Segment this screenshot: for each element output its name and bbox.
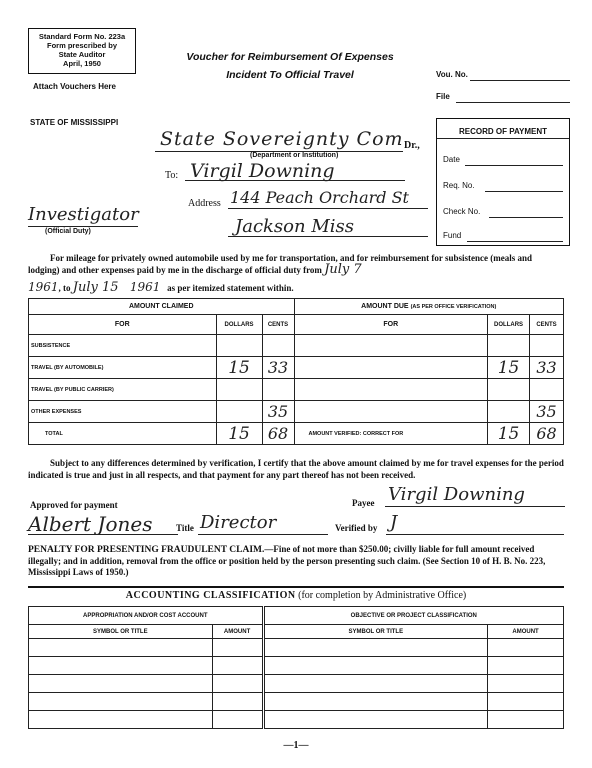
approver-line xyxy=(28,534,178,535)
period-line: 1961, to July 15 1961 as per itemized statement within. xyxy=(28,280,294,295)
req-no-field[interactable] xyxy=(485,191,563,192)
amount-table xyxy=(28,298,564,445)
official-duty-caption: (Official Duty) xyxy=(45,228,91,235)
record-of-payment-title: RECORD OF PAYMENT xyxy=(458,127,547,136)
row-label: TRAVEL (BY PUBLIC CARRIER) xyxy=(29,379,217,401)
due-dollars[interactable] xyxy=(488,379,530,401)
due-cents[interactable]: 35 xyxy=(530,401,564,423)
payee-label: Payee xyxy=(352,498,375,508)
objective-header: OBJECTIVE OR PROJECT CLASSIFICATION xyxy=(264,607,563,625)
verified-line xyxy=(386,534,564,535)
due-cents[interactable] xyxy=(530,379,564,401)
vou-no-label: Vou. No. xyxy=(436,70,468,79)
verified-signature: J xyxy=(390,512,398,533)
symbol-header-left: SYMBOL OR TITLE xyxy=(29,625,213,639)
table-row xyxy=(29,379,564,401)
penalty-clause xyxy=(28,544,564,578)
mileage-statement-text: For mileage for privately owned automobile used by me for transportation, and for reimbursement for subsistence (meals and lodging) and other expenses paid by me in the discharge of official duty from xyxy=(28,253,532,275)
title-line-2: Incident To Official Travel xyxy=(226,69,354,81)
file-label: File xyxy=(436,92,450,101)
fund-field[interactable] xyxy=(467,241,563,242)
row-label: TRAVEL (BY AUTOMOBILE) xyxy=(29,357,217,379)
record-of-payment-box xyxy=(436,118,570,246)
amount-header-right: AMOUNT xyxy=(488,625,564,639)
address-line-1-rule xyxy=(228,208,428,209)
appropriation-header: APPROPRIATION AND/OR COST ACCOUNT xyxy=(29,607,263,625)
title-line xyxy=(198,534,328,535)
official-duty-value: Investigator xyxy=(28,204,139,225)
address-line-2-rule xyxy=(228,236,428,237)
claimed-dollars[interactable]: 15 xyxy=(216,423,262,445)
claimed-cents[interactable] xyxy=(262,335,294,357)
year-from: 1961 xyxy=(28,280,59,294)
amount-claimed-header: AMOUNT CLAIMED xyxy=(29,299,295,315)
row-label: SUBSISTENCE xyxy=(29,335,217,357)
mileage-statement xyxy=(28,252,564,276)
attach-vouchers-note: Attach Vouchers Here xyxy=(33,82,116,91)
penalty-lead: PENALTY FOR PRESENTING FRAUDULENT CLAIM. xyxy=(28,545,265,555)
to-line xyxy=(185,180,405,181)
row-label: OTHER EXPENSES xyxy=(29,401,217,423)
for-header: FOR xyxy=(29,315,217,335)
department-value: State Sovereignty Com xyxy=(160,128,404,150)
title-label: Title xyxy=(176,523,194,533)
year-to: 1961 xyxy=(129,280,161,294)
fund-label: Fund xyxy=(443,231,462,240)
amount-header-left: AMOUNT xyxy=(212,625,262,639)
title-line-1: Voucher for Reimbursement Of Expenses xyxy=(186,51,394,63)
claimed-cents[interactable]: 33 xyxy=(262,357,294,379)
check-no-field[interactable] xyxy=(489,217,563,218)
accounting-table xyxy=(28,606,564,729)
claimed-dollars[interactable] xyxy=(216,335,262,357)
table-row xyxy=(29,357,564,379)
symbol-header-right: SYMBOL OR TITLE xyxy=(264,625,488,639)
accounting-row[interactable] xyxy=(29,675,564,693)
title-value: Director xyxy=(200,512,277,533)
due-label xyxy=(294,335,488,357)
row-label: TOTAL xyxy=(29,423,217,445)
amount-due-note: (AS PER OFFICE VERIFICATION) xyxy=(410,304,497,310)
due-label xyxy=(294,401,488,423)
to-date: July 15 xyxy=(72,280,119,295)
form-auditor: State Auditor xyxy=(58,50,106,59)
table-row xyxy=(29,335,564,357)
form-prescribed: Form prescribed by xyxy=(46,41,118,50)
certification-text: Subject to any differences determined by verification, I certify that the above amount claimed by me for travel expenses for the period indicated is true and just in all respects, and that payment for any part thereof has not been received. xyxy=(28,458,564,480)
check-no-label: Check No. xyxy=(443,207,481,216)
accounting-row[interactable] xyxy=(29,693,564,711)
accounting-row[interactable] xyxy=(29,657,564,675)
due-cents[interactable]: 68 xyxy=(530,423,564,445)
claimed-cents[interactable]: 68 xyxy=(262,423,294,445)
address-line-1: 144 Peach Orchard St xyxy=(230,188,409,207)
from-date: July 7 xyxy=(324,262,362,277)
due-dollars[interactable]: 15 xyxy=(488,423,530,445)
official-duty-line xyxy=(28,226,138,227)
payee-line xyxy=(385,506,565,507)
department-caption: (Department or Institution) xyxy=(250,152,339,159)
accounting-section xyxy=(28,586,564,588)
accounting-row[interactable] xyxy=(29,639,564,657)
due-cents-header: CENTS xyxy=(530,315,564,335)
accounting-row[interactable] xyxy=(29,711,564,729)
address-line-2: Jackson Miss xyxy=(235,216,354,237)
due-dollars[interactable] xyxy=(488,335,530,357)
due-dollars[interactable]: 15 xyxy=(488,357,530,379)
approved-label: Approved for payment xyxy=(30,500,118,510)
to-word: to xyxy=(63,283,71,293)
claimed-cents[interactable] xyxy=(262,379,294,401)
amount-due-header xyxy=(294,299,564,315)
due-label xyxy=(294,357,488,379)
file-field[interactable] xyxy=(456,102,570,103)
claimed-dollars[interactable] xyxy=(216,401,262,423)
vou-no-field[interactable] xyxy=(470,80,570,81)
due-label xyxy=(294,379,488,401)
verified-label: Verified by xyxy=(335,523,378,533)
form-number-box xyxy=(28,28,136,74)
due-dollars[interactable] xyxy=(488,401,530,423)
due-cents[interactable] xyxy=(530,335,564,357)
approver-signature: Albert Jones xyxy=(28,512,153,536)
amount-due-label: AMOUNT DUE xyxy=(361,303,409,310)
claimed-dollars[interactable] xyxy=(216,379,262,401)
claimed-dollars[interactable]: 15 xyxy=(216,357,262,379)
due-dollars-header: DOLLARS xyxy=(488,315,530,335)
to-value: Virgil Downing xyxy=(190,160,335,182)
address-label: Address xyxy=(188,198,221,209)
claimed-cents[interactable]: 35 xyxy=(262,401,294,423)
penalty-text: —Fine of not more than $250.00; civilly liable for full amount received illegally; and in addition, removal from the office or position held by the person presenting such claim. (See Section 10 of H. B. No. 223, Mississippi Laws of 1950.) xyxy=(28,544,546,577)
due-label: AMOUNT VERIFIED: CORRECT FOR xyxy=(294,423,488,445)
cents-header: CENTS xyxy=(262,315,294,335)
req-no-label: Req. No. xyxy=(443,181,475,190)
state-label: STATE OF MISSISSIPPI xyxy=(30,118,119,127)
itemized-text: as per itemized statement within. xyxy=(167,283,294,293)
form-date: April, 1950 xyxy=(63,59,101,68)
due-for-header: FOR xyxy=(294,315,488,335)
accounting-title: ACCOUNTING CLASSIFICATION xyxy=(125,590,296,601)
dr-label: Dr., xyxy=(404,140,420,151)
accounting-heading xyxy=(28,590,564,601)
table-row xyxy=(29,423,564,445)
form-number: Standard Form No. 223a xyxy=(38,32,126,41)
payment-date-field[interactable] xyxy=(465,165,563,166)
payment-date-label: Date xyxy=(443,155,460,164)
accounting-subtitle: (for completion by Administrative Office) xyxy=(298,590,467,601)
table-row xyxy=(29,401,564,423)
payee-signature: Virgil Downing xyxy=(388,484,525,505)
page-number: —1— xyxy=(283,740,309,751)
due-cents[interactable]: 33 xyxy=(530,357,564,379)
to-label: To: xyxy=(165,170,179,181)
voucher-title xyxy=(150,48,430,84)
dollars-header: DOLLARS xyxy=(216,315,262,335)
